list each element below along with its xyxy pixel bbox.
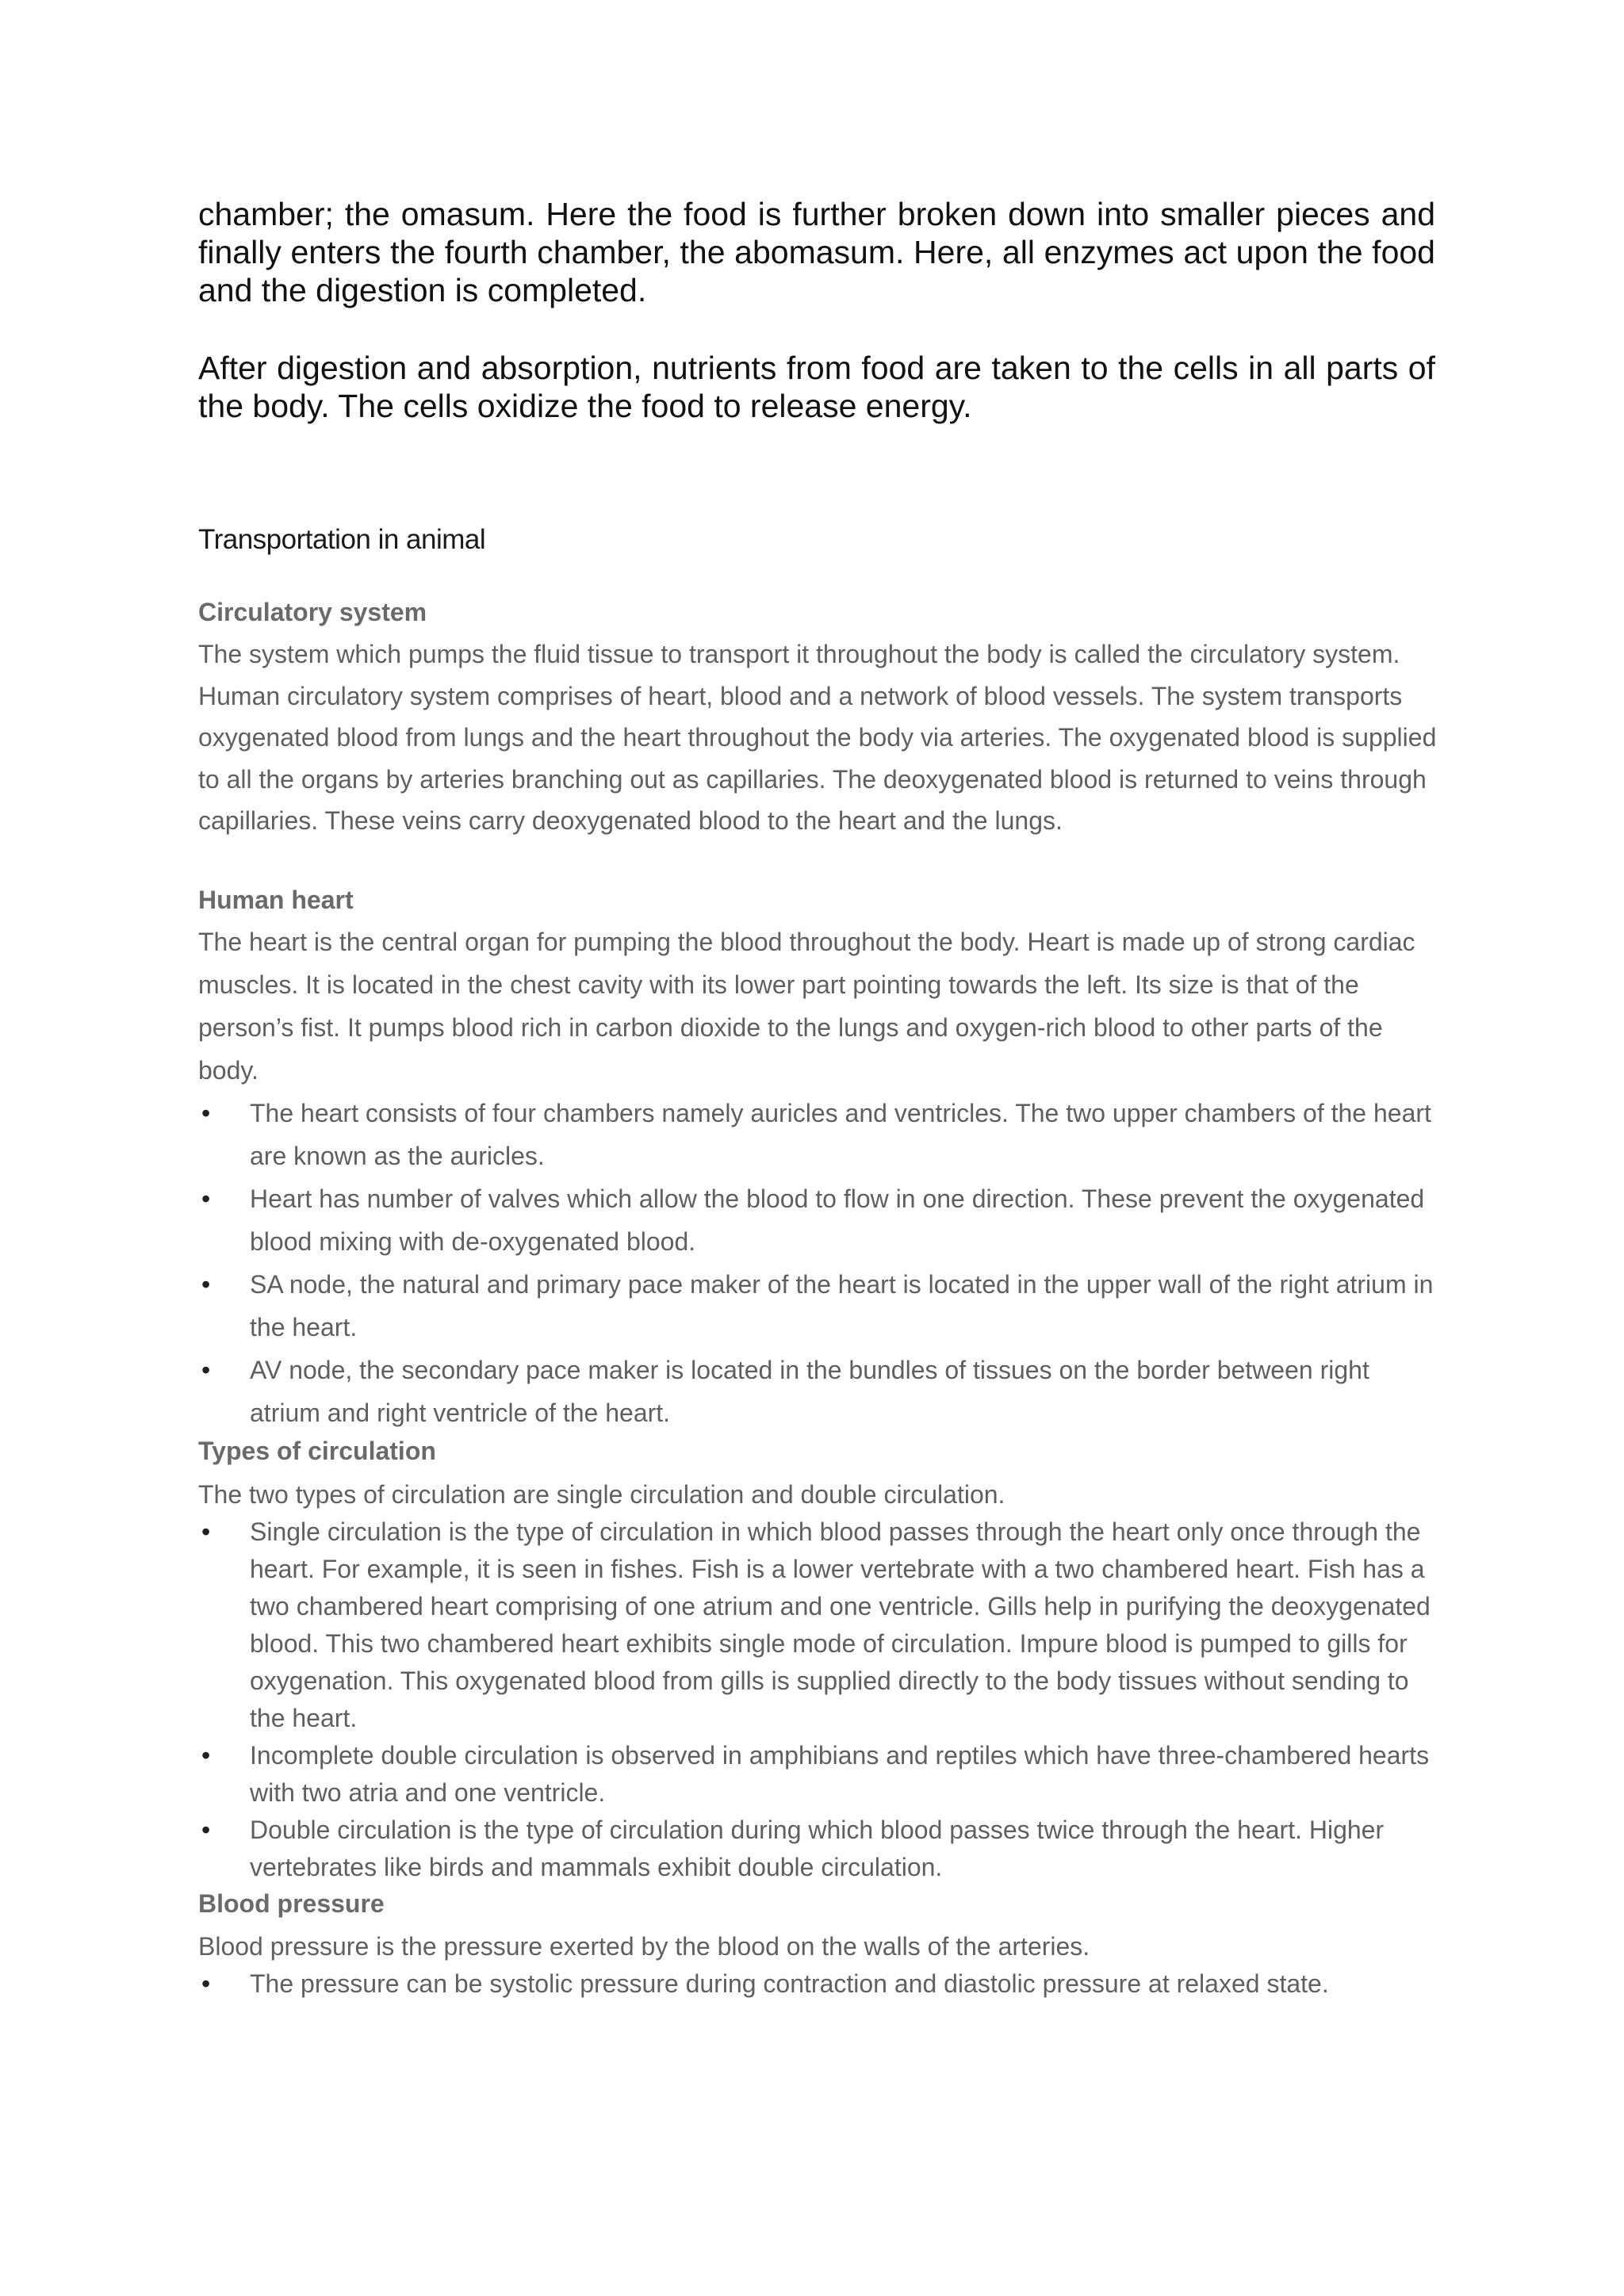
circulatory-paragraph: The system which pumps the fluid tissue to transport it throughout the body is called the circulatory system. Human circulatory system comprises of heart, blood and a network of blood vessels. The system transports oxygenated blood from lungs and the heart throughout the body via arteries. The oxygenated blood is supplied to all the organs by arteries branching out as capillaries. The deoxygenated blood is returned to veins through capillaries. These veins carry deoxygenated blood to the heart and the lungs. bbox=[198, 640, 1437, 835]
heart-heading: Human heart bbox=[198, 886, 354, 914]
list-item: • AV node, the secondary pace maker is located in the bundles of tissues on the border between right atrium and right ventricle of the heart. bbox=[198, 1349, 1439, 1434]
circulatory-heading: Circulatory system bbox=[198, 598, 427, 626]
paragraph-text: chamber; the omasum. Here the food is further broken down into smaller pieces and finally enters the fourth chamber, the abomasum. Here, all enzymes act upon the food and the digestion is completed. bbox=[198, 196, 1435, 308]
blood-pressure-heading: Blood pressure bbox=[198, 1889, 385, 1918]
list-item: • SA node, the natural and primary pace maker of the heart is located in the upper wall of the right atrium in the heart. bbox=[198, 1263, 1439, 1349]
list-item: • Incomplete double circulation is observed in amphibians and reptiles which have three-chambered hearts with two atria and one ventricle. bbox=[198, 1737, 1439, 1812]
blood-pressure-bullet-list bbox=[198, 1965, 1439, 2003]
list-item: • Double circulation is the type of circulation during which blood passes twice through the heart. Higher vertebrates like birds and mammals exhibit double circulation. bbox=[198, 1812, 1439, 1886]
list-item: • Heart has number of valves which allow the blood to flow in one direction. These prevent the oxygenated blood mixing with de-oxygenated blood. bbox=[198, 1177, 1439, 1263]
circulation-types-paragraph: The two types of circulation are single circulation and double circulation. bbox=[198, 1480, 1005, 1509]
circulation-bullet-list bbox=[198, 1513, 1439, 1886]
list-item: • The heart consists of four chambers namely auricles and ventricles. The two upper chambers of the heart are known as the auricles. bbox=[198, 1092, 1439, 1177]
intro-paragraph-2 bbox=[198, 349, 1435, 425]
circulation-types-heading: Types of circulation bbox=[198, 1437, 436, 1465]
heart-bullet-list bbox=[198, 1092, 1439, 1434]
list-item: • The pressure can be systolic pressure during contraction and diastolic pressure at relaxed state. bbox=[198, 1965, 1439, 2003]
heart-paragraph: The heart is the central organ for pumping the blood throughout the body. Heart is made up of strong cardiac muscles. It is located in the chest cavity with its lower part pointing towards the left. Its size is that of the person’s fist. It pumps blood rich in carbon dioxide to the lungs and oxygen-rich blood to other parts of the body. bbox=[198, 928, 1415, 1085]
intro-paragraph-1 bbox=[198, 195, 1435, 309]
section-title: Transportation in animal bbox=[198, 524, 486, 555]
list-item: • Single circulation is the type of circulation in which blood passes through the heart only once through the heart. For example, it is seen in fishes. Fish is a lower vertebrate with a two chambered heart. Fish has a two chambered heart comprising of one atrium and one ventricle. Gills help in purifying the deoxygenated blood. This two chambered heart exhibits single mode of circulation. Impure blood is pumped to gills for oxygenation. This oxygenated blood from gills is supplied directly to the body tissues without sending to the heart. bbox=[198, 1513, 1439, 1737]
paragraph-text: After digestion and absorption, nutrients from food are taken to the cells in all parts of the body. The cells oxidize the food to release energy. bbox=[198, 350, 1435, 424]
blood-pressure-paragraph: Blood pressure is the pressure exerted by the blood on the walls of the arteries. bbox=[198, 1932, 1090, 1961]
